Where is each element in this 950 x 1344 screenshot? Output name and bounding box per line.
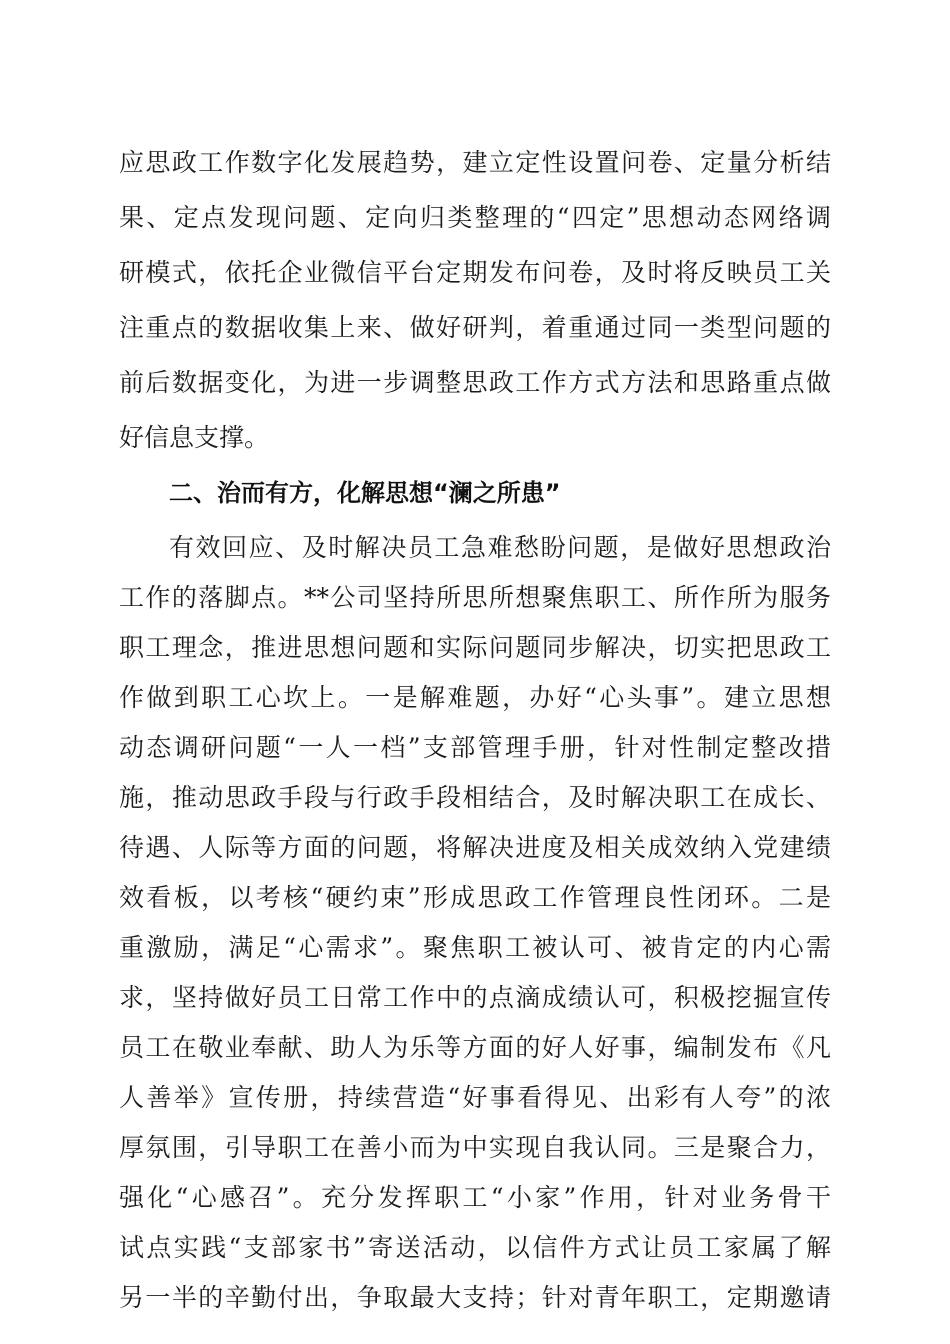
paragraph-line: 作做到职工心坎上。一是解难题，办好“心头事”。建立思想: [119, 683, 831, 712]
paragraph-line: 注重点的数据收集上来、做好研判，着重通过同一类型问题的: [119, 313, 831, 342]
paragraph-line: 应思政工作数字化发展趋势，建立定性设置问卷、定量分析结: [119, 148, 831, 177]
paragraph-line: 效看板，以考核“硬约束”形成思政工作管理良性闭环。二是: [119, 883, 831, 912]
paragraph-line: 强化“心感召”。充分发挥职工“小家”作用，针对业务骨干: [119, 1183, 831, 1212]
paragraph-line: 果、定点发现问题、定向归类整理的“四定”思想动态网络调: [119, 203, 831, 232]
paragraph-line: 待遇、人际等方面的问题，将解决进度及相关成效纳入党建绩: [119, 833, 831, 862]
paragraph-line: 动态调研问题“一人一档”支部管理手册，针对性制定整改措: [119, 733, 831, 762]
paragraph-line: 研模式，依托企业微信平台定期发布问卷，及时将反映员工关: [119, 258, 831, 287]
paragraph-line: 试点实践“支部家书”寄送活动，以信件方式让员工家属了解: [119, 1233, 831, 1262]
paragraph-line: 有效回应、及时解决员工急难愁盼问题，是做好思想政治: [169, 533, 831, 562]
paragraph-line: 前后数据变化，为进一步调整思政工作方式方法和思路重点做: [119, 368, 831, 397]
paragraph-line: 施，推动思政手段与行政手段相结合，及时解决职工在成长、: [119, 783, 831, 812]
paragraph-line: 职工理念，推进思想问题和实际问题同步解决，切实把思政工: [119, 633, 831, 662]
section-heading: 二、治而有方，化解思想“澜之所患”: [169, 479, 561, 507]
paragraph-line: 工作的落脚点。**公司坚持所思所想聚焦职工、所作所为服务: [119, 583, 831, 612]
paragraph-line: 好信息支撑。: [119, 423, 270, 452]
paragraph-line: 重激励，满足“心需求”。聚焦职工被认可、被肯定的内心需: [119, 933, 831, 962]
paragraph-line: 员工在敬业奉献、助人为乐等方面的好人好事，编制发布《凡: [119, 1033, 831, 1062]
paragraph-line: 厚氛围，引导职工在善小而为中实现自我认同。三是聚合力，: [119, 1133, 831, 1162]
paragraph-line: 另一半的辛勤付出，争取最大支持；针对青年职工，定期邀请: [119, 1283, 831, 1312]
paragraph-line: 求，坚持做好员工日常工作中的点滴成绩认可，积极挖掘宣传: [119, 983, 831, 1012]
paragraph-line: 人善举》宣传册，持续营造“好事看得见、出彩有人夸”的浓: [119, 1083, 831, 1112]
